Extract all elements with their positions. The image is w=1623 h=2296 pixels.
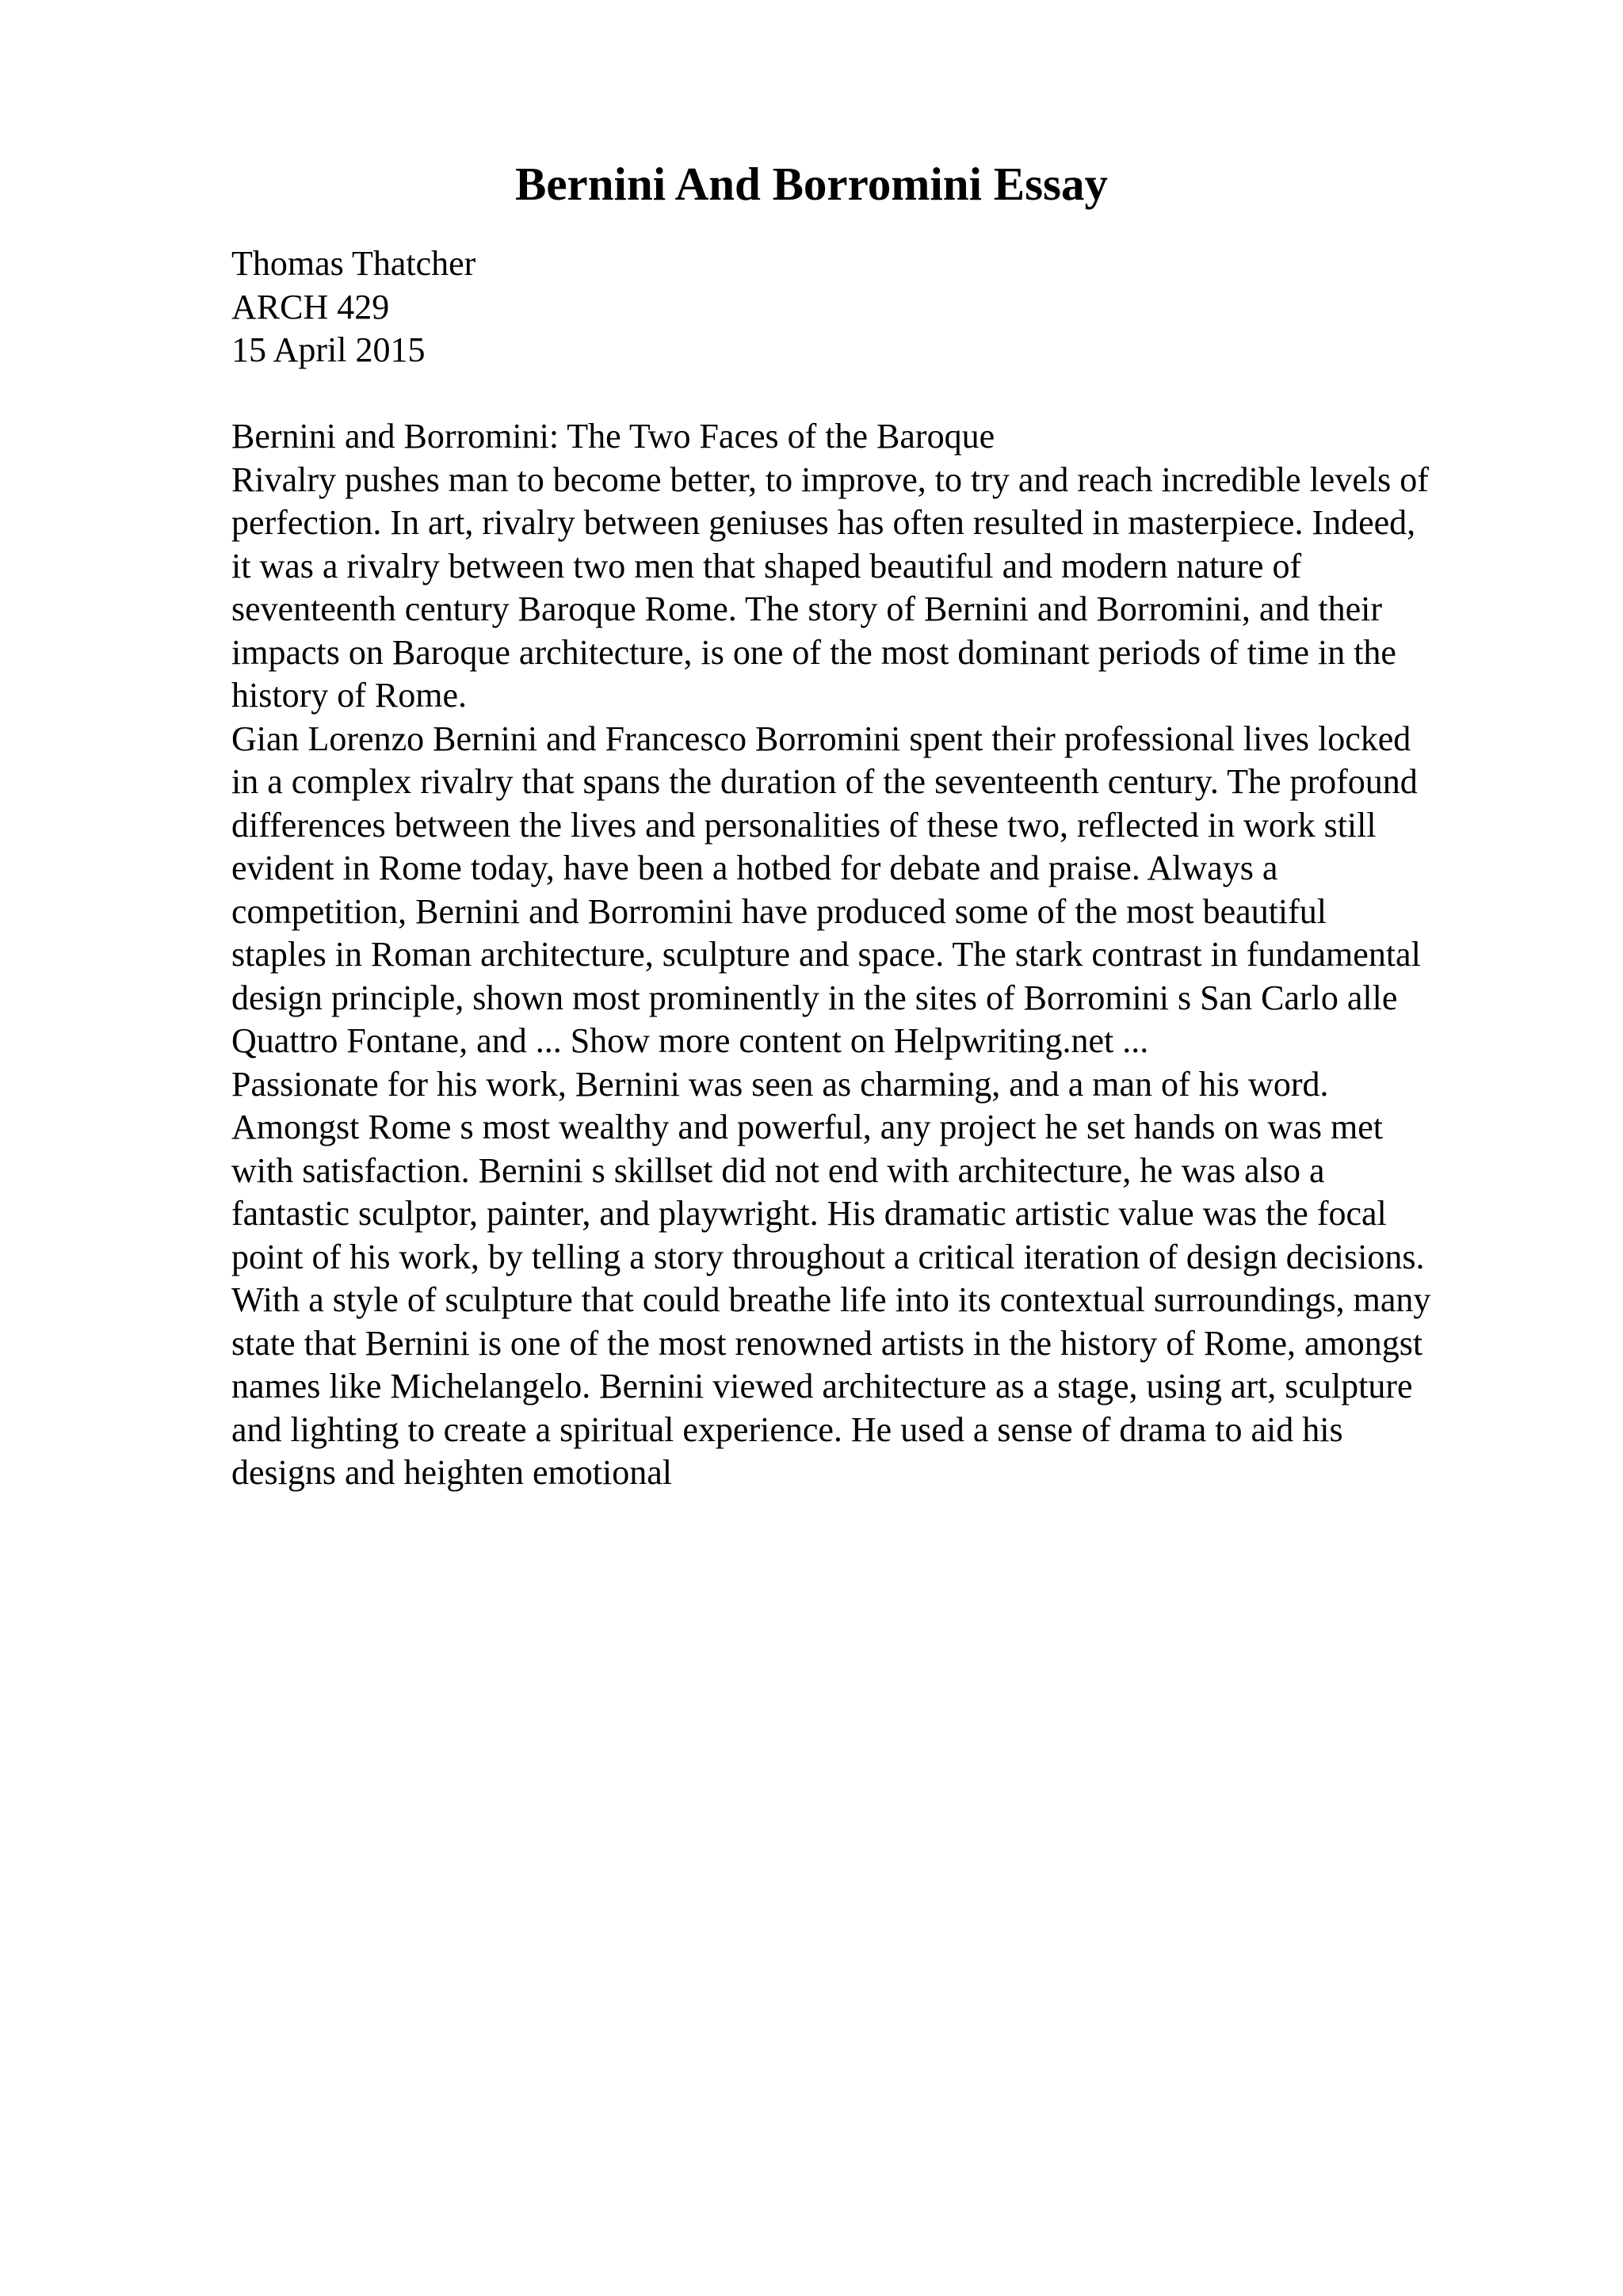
paragraph-1 — [231, 459, 1531, 718]
paragraph-line: Passionate for his work, Bernini was seen as charming, and a man of his word. — [231, 1064, 1329, 1104]
paragraph-line: Gian Lorenzo Bernini and Francesco Borromini spent their professional lives locked — [231, 719, 1411, 758]
paragraph-line: impacts on Baroque architecture, is one of the most dominant periods of time in the — [231, 632, 1396, 672]
course-code: ARCH 429 — [231, 287, 390, 326]
paragraph-line: evident in Rome today, have been a hotbed for debate and praise. Always a — [231, 849, 1278, 887]
paragraph-line: it was a rivalry between two men that shaped beautiful and modern nature of — [231, 546, 1302, 585]
essay-title: Bernini and Borromini: The Two Faces of the Baroque — [231, 417, 995, 456]
paragraph-line: Amongst Rome s most wealthy and powerful, any project he set hands on was met — [231, 1108, 1383, 1146]
paragraph-line: design principle, shown most prominently in the sites of Borromini s San Carlo alle — [231, 978, 1398, 1017]
paragraph-line: state that Bernini is one of the most renowned artists in the history of Rome, amongst — [231, 1323, 1423, 1363]
paragraph-line: differences between the lives and personalities of these two, reflected in work still — [231, 805, 1377, 845]
paragraph-line: perfection. In art, rivalry between geniuses has often resulted in masterpiece. Indeed, — [231, 503, 1416, 542]
paragraph-line: competition, Bernini and Borromini have produced some of the most beautiful — [231, 891, 1327, 931]
paragraph-line: in a complex rivalry that spans the duration of the seventeenth century. The profound — [231, 762, 1418, 801]
paragraph-line: with satisfaction. Bernini s skillset did not end with architecture, he was also a — [231, 1150, 1325, 1190]
paragraph-line: Rivalry pushes man to become better, to improve, to try and reach incredible levels of — [231, 460, 1429, 499]
paragraph-line: history of Rome. — [231, 676, 467, 715]
document-body — [231, 242, 1531, 1495]
paragraph-line: and lighting to create a spiritual experience. He used a sense of drama to aid his — [231, 1409, 1343, 1449]
paragraph-line: staples in Roman architecture, sculpture and space. The stark contrast in fundamental — [231, 935, 1421, 974]
document-date: 15 April 2015 — [231, 330, 426, 369]
blank-line — [231, 372, 1531, 416]
paragraph-2 — [231, 718, 1531, 1063]
paragraph-line: point of his work, by telling a story throughout a critical iteration of design decisions. — [231, 1237, 1425, 1276]
paragraph-line: With a style of sculpture that could breathe life into its contextual surroundings, many — [231, 1280, 1431, 1319]
author-name: Thomas Thatcher — [231, 244, 476, 283]
paragraph-line: names like Michelangelo. Bernini viewed architecture as a stage, using art, sculpture — [231, 1367, 1413, 1405]
paragraph-3 — [231, 1063, 1531, 1495]
document-title: Bernini And Borromini Essay — [514, 158, 1109, 210]
paragraph-line: Quattro Fontane, and ... Show more content on Helpwriting.net ... — [231, 1021, 1149, 1060]
paragraph-line: fantastic sculptor, painter, and playwright. His dramatic artistic value was the focal — [231, 1194, 1387, 1233]
paragraph-line: designs and heighten emotional — [231, 1453, 672, 1492]
paragraph-line: seventeenth century Baroque Rome. The story of Bernini and Borromini, and their — [231, 589, 1383, 628]
